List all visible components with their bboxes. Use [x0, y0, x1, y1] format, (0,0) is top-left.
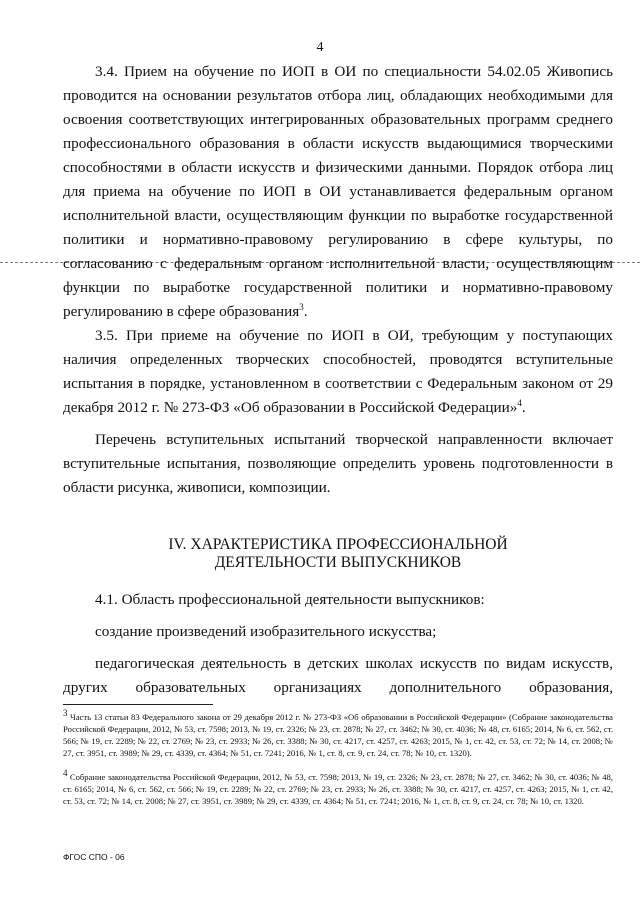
item-pedagogical: педагогическая деятельность в детских школах искусств по видам искусств, других образовательных организациях дополнительного образования,	[63, 655, 613, 696]
footnote-3	[63, 708, 613, 759]
section-heading	[63, 536, 613, 572]
footnote-4	[63, 768, 613, 807]
item-4-1: 4.1. Область профессиональной деятельности выпускников:	[95, 591, 485, 608]
footnote-ref-4: 4	[517, 397, 522, 408]
document-footer: ФГОС СПО - 06	[63, 852, 125, 862]
footnote-3-number: 3	[63, 708, 68, 719]
footnote-4-text: Собрание законодательства Российской Федерации, 2012, № 53, ст. 7598; 2013, № 19, ст. 2326; № 23, ст. 2878; № 27, ст. 3462; № 30, ст. 4036; № 48, ст. 6165; 2014, № 6, ст. 562, ст. 566; № 19, ст. 2289; № 22, ст. 2769; № 23, ст. 2933; № 26, ст. 3388; № 30, ст. 4217, ст. 4257, ст. 4263; 2015, № 1, ст. 42, ст. 53, ст. 72; № 14, ст. 2008; № 27, ст. 3951, ст. 3989; № 29, ст. 4339, ст. 4364; № 51, ст. 7241; 2016, № 1, ст. 8, ст. 9, ст. 24, ст. 78; № 10, ст. 1320.	[63, 772, 613, 806]
paragraph-entrance-tests: Перечень вступительных испытаний творческой направленности включает вступительные испытания, позволяющие определить уровень подготовленности в области рисунка, живописи, композиции.	[63, 431, 613, 496]
footnote-ref-3: 3	[299, 301, 304, 312]
section-heading-line-1: IV. ХАРАКТЕРИСТИКА ПРОФЕССИОНАЛЬНОЙ	[168, 536, 508, 553]
paragraph-3-5-text: 3.5. При приеме на обучение по ИОП в ОИ, требующим у поступающих наличия определенных творческих способностей, проводятся вступительные испытания в порядке, установленном в соответствии с Федеральным законом от 29 декабря 2012 г. № 273-ФЗ «Об образовании в Российской Федерации»	[63, 327, 613, 416]
paragraph-3-4-text: 3.4. Прием на обучение по ИОП в ОИ по специальности 54.02.05 Живопись проводится на основании результатов отбора лиц, обладающих необходимыми для освоения соответствующих интегрированных образовательных программ среднего профессионального образования в области искусств выдающимися творческими способностями в области искусств и физическими данными. Порядок отбора лиц для приема на обучение по ИОП в ОИ устанавливается федеральным органом исполнительной власти, осуществляющим функции по выработке государственной политики и нормативно-правовому регулированию в сфере культуры, по согласованию с федеральным органом исполнительной власти, осуществляющим функции по выработке государственной политики и нормативно-правовому регулированию в сфере образования	[63, 63, 613, 320]
main-text	[63, 60, 613, 700]
footnotes	[63, 704, 613, 819]
section-heading-line-2: ДЕЯТЕЛЬНОСТИ ВЫПУСКНИКОВ	[214, 554, 462, 571]
paragraph-3-4	[63, 60, 613, 324]
item-creation: создание произведений изобразительного искусства;	[95, 623, 437, 640]
page-number: 4	[316, 40, 324, 55]
paragraph-3-5	[63, 324, 613, 420]
paragraph-3-4-end: .	[303, 303, 308, 320]
footnote-3-text: Часть 13 статьи 83 Федерального закона от 29 декабря 2012 г. № 273-ФЗ «Об образовании в Российской Федерации» (Собрание законодательства Российской Федерации, 2012, № 53, ст. 7598; 2013, № 19, ст. 2326; № 23, ст. 2878; № 27, ст. 3462; № 30, ст. 4036; № 48, ст. 6165; 2014, № 6, ст. 562, ст. 566; № 19, ст. 2289; № 22, ст. 2769; № 23, ст. 2933; № 26, ст. 3388; № 30, ст. 4217, ст. 4257, ст. 4263; 2015, № 1, ст. 42, ст. 53, ст. 72; № 14, ст. 2008; № 27, ст. 3951, ст. 3989; № 29, ст. 4339, ст. 4364; № 51, ст. 7241; 2016, № 1, ст. 8, ст. 9, ст. 24, ст. 78; № 10, ст. 1320).	[63, 712, 613, 758]
paragraph-3-5-end: .	[521, 399, 526, 416]
footnote-rule	[63, 704, 213, 705]
footnote-4-number: 4	[63, 768, 68, 779]
